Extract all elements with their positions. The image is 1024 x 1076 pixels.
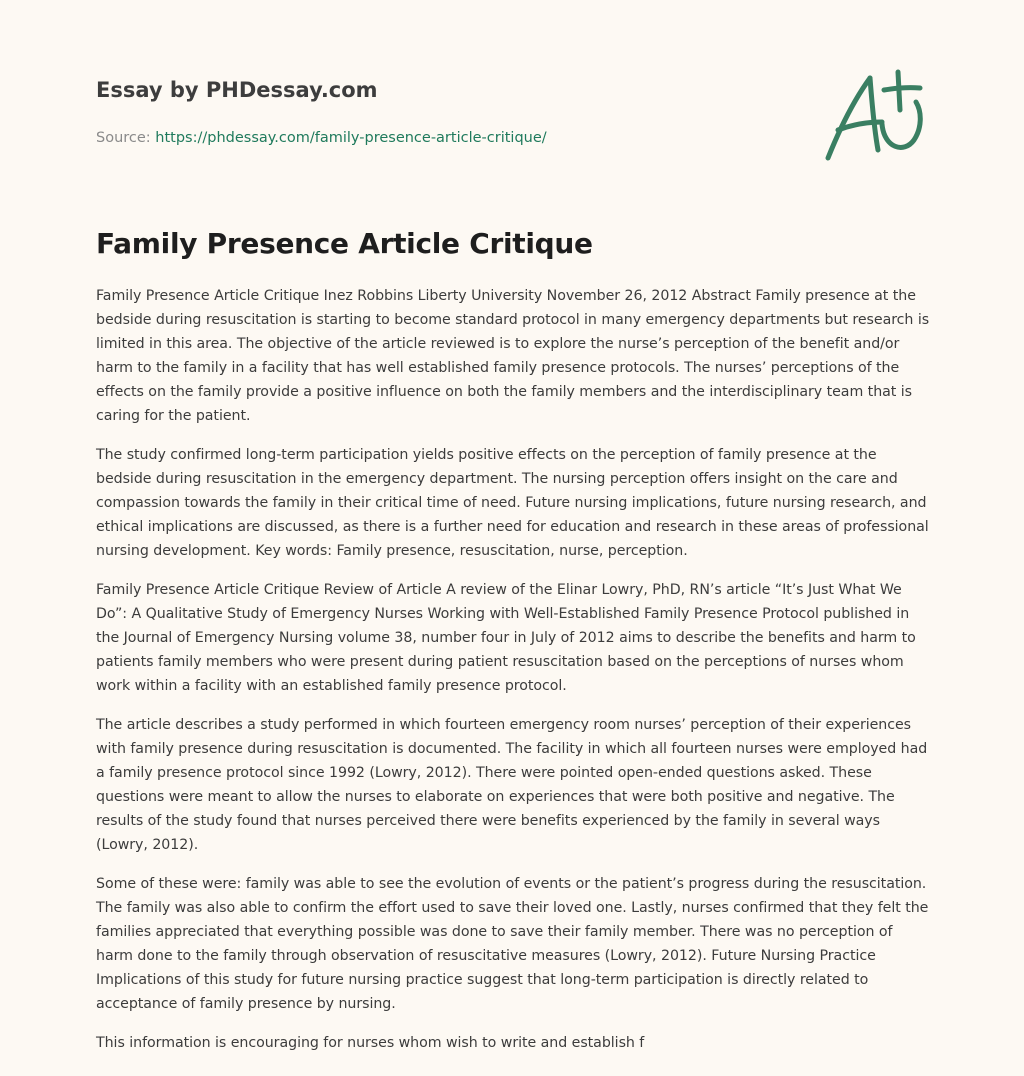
- paragraph: This information is encouraging for nurses whom wish to write and establish f: [96, 1035, 645, 1051]
- paragraph: Family Presence Article Critique Review of Article A review of the Elinar Lowry, PhD, RN’s article “It’s Just What We Do”: A Qualitative Study of Emergency Nurses Working with Well-Established Family Presence Protocol published in the Journal of Emergency Nursing volume 38, number four in July of 2012 aims to describe the benefits and harm to patients family members who were present during patient resuscitation based on the perceptions of nurses whom work within a facility with an established family presence protocol.: [96, 582, 916, 694]
- paragraph: The article describes a study performed in which fourteen emergency room nurses’ perception of their experiences with family presence during resuscitation is documented. The facility in which all fourteen nurses were employed had a family presence protocol since 1992 (Lowry, 2012). There were pointed open-ended questions asked. These questions were meant to allow the nurses to elaborate on experiences that were both positive and negative. The results of the study found that nurses perceived there were benefits experienced by the family in several ways (Lowry, 2012).: [96, 717, 928, 853]
- source-label: Source:: [96, 130, 156, 146]
- source-line: [96, 128, 696, 148]
- source-link[interactable]: https://phdessay.com/family-presence-article-critique/: [155, 130, 547, 146]
- article-body: [96, 284, 931, 1070]
- article-title: Family Presence Article Critique: [96, 227, 593, 260]
- brand-title: Essay by PHDessay.com: [96, 78, 378, 102]
- paragraph: Some of these were: family was able to see the evolution of events or the patient’s progress during the resuscitation. The family was also able to confirm the effort used to save their loved one. Lastly, nurses confirmed that they felt the families appreciated that everything possible was done to save their family member. There was no perception of harm done to the family through observation of resuscitative measures (Lowry, 2012). Future Nursing Practice Implications of this study for future nursing practice suggest that long-term participation is directly related to acceptance of family presence by nursing.: [96, 876, 929, 1012]
- paragraph: Family Presence Article Critique Inez Robbins Liberty University November 26, 2012 Abstract Family presence at the bedside during resuscitation is starting to become standard protocol in many emergency departments but research is limited in this area. The objective of the article reviewed is to explore the nurse’s perception of the benefit and/or harm to the family in a facility that has well established family presence protocols. The nurses’ perceptions of the effects on the family provide a positive influence on both the family members and the interdisciplinary team that is caring for the patient.: [96, 288, 930, 424]
- a-plus-grade-icon: [818, 66, 930, 166]
- essay-header: [96, 76, 696, 148]
- paragraph: The study confirmed long-term participation yields positive effects on the perception of family presence at the bedside during resuscitation in the emergency department. The nursing perception offers insight on the care and compassion towards the family in their critical time of need. Future nursing implications, future nursing research, and ethical implications are discussed, as there is a further need for education and research in these areas of professional nursing development. Key words: Family presence, resuscitation, nurse, perception.: [96, 447, 929, 559]
